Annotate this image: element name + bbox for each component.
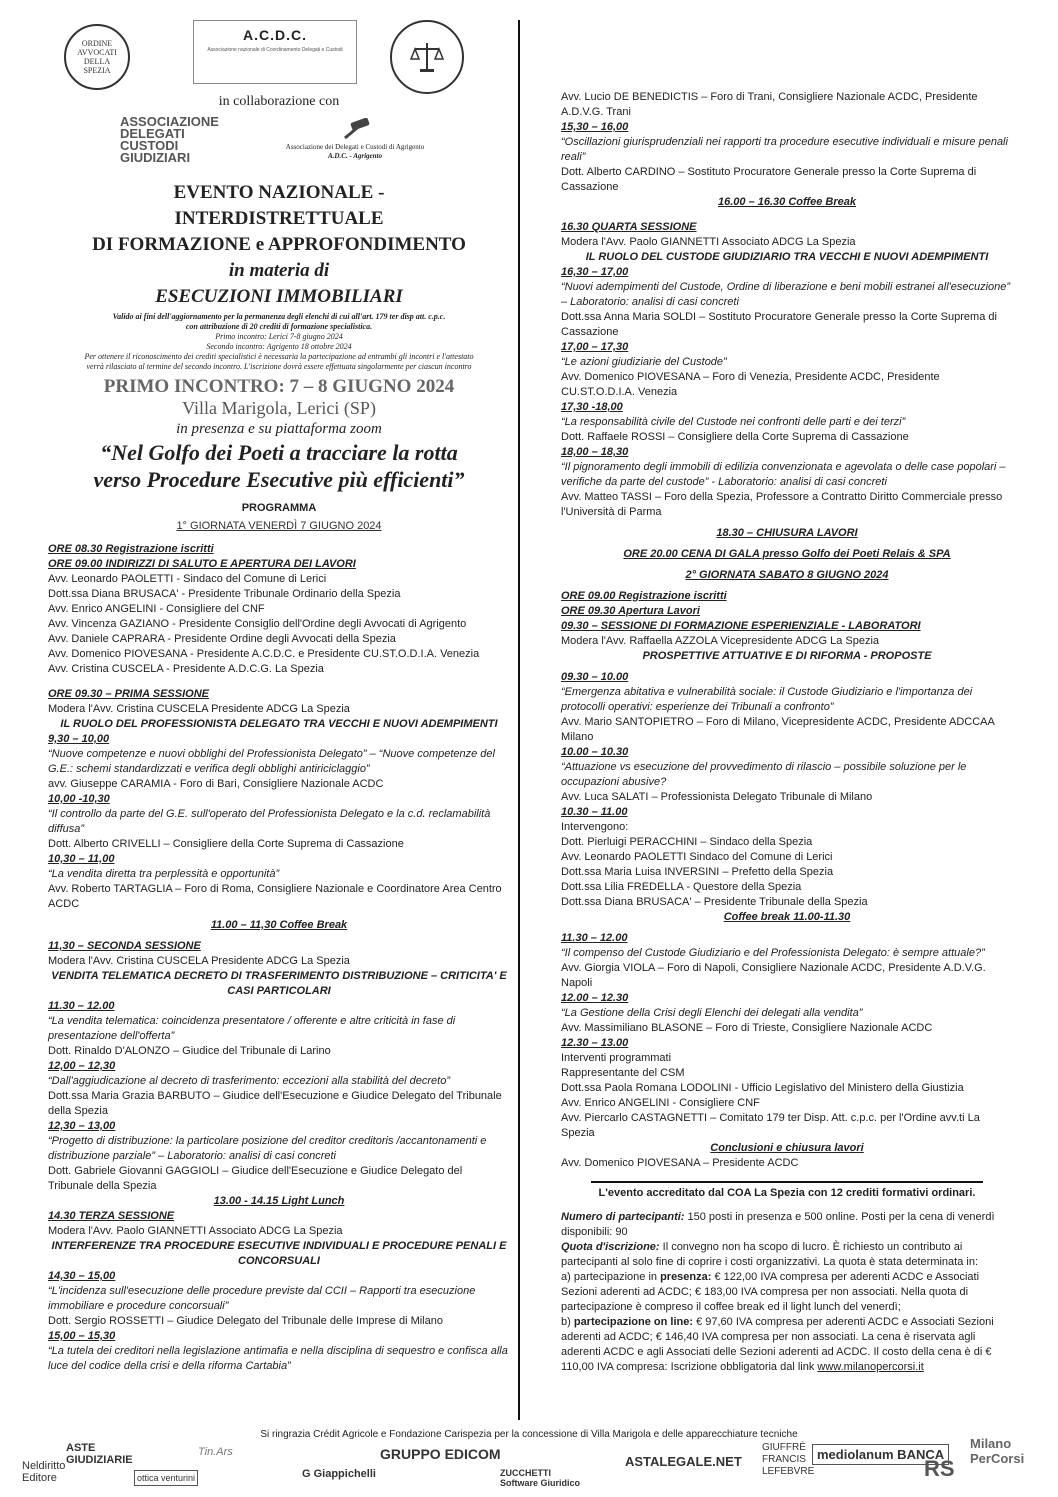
talk-title: “Progetto di distribuzione: la particolare posizione del creditor creditoris /accantonamenti e distribuzione parziale” – Laboratorio: analisi di casi concreti [48,1135,487,1162]
speaker: Avv. Lucio DE BENEDICTIS – Foro di Trani, Consigliere Nazionale ACDC, Presidente A.D.V.G. Trani [561,91,978,118]
agrigento-seal [390,20,464,94]
day2-heading: 2° GIORNATA SABATO 8 GIUGNO 2024 [685,569,889,581]
talk-title: “Nuove competenze e nuovi obblighi del Professionista Delegato” – “Nuove competenze del G.E.: schemi standardizzati e verifica degli obblighi antiriciclaggio” [48,748,495,775]
talk-title: “Il controllo da parte del G.E. sull'operato del Professionista Delegato e la c.d. reclamabilità diffusa” [48,808,491,835]
fee-a-prefix: a) partecipazione in [561,1271,661,1283]
time-slot: 12.00 – 12.30 [561,992,629,1004]
first-session-heading: ORE 09.30 – PRIMA SESSIONE [48,688,209,700]
sponsor-logo: G Giappichelli [302,1468,376,1480]
agrigento-assoc-short: A.D.C. - Agrigento [328,152,382,160]
speaker: Avv. Vincenza GAZIANO - Presidente Consiglio dell'Ordine degli Avvocati di Agrigento [48,618,467,630]
ordine-avvocati-seal [64,24,130,90]
talk-title: “Oscillazioni giurisprudenziali nei rapporti tra procedure esecutive individuali e misure penali reali” [561,136,1008,163]
validity-notice [48,312,510,372]
registration: ORE 08.30 Registrazione iscritti [48,543,214,555]
session-title: IL RUOLO DEL CUSTODE GIUDIZIARIO TRA VECCHI E NUOVI ADEMPIMENTI [585,251,989,263]
sponsor-logo: Milano PerCorsi [970,1436,1025,1466]
speaker: Avv. Domenico PIOVESANA – Presidente ACDC [561,1157,799,1169]
fee-b-text: € 97,60 IVA compresa per aderenti ACDC e Associati Sezioni aderenti ad ACDC; € 146,40 IVA compresa per non associati. La cena è riservata agli aderenti ACDC e agli Associati delle Sezioni aderenti ad ACDC. Il costo della cena è di € 110,00 IVA compresa: Iscrizione obbligatoria dal link [561,1316,994,1373]
fee-label: Quota d'iscrizione: [561,1241,660,1253]
first-meeting: Primo incontro: Lerici 7-8 giugno 2024 [215,332,343,341]
talk-title: “L'incidenza sull'esecuzione delle procedure previste dal CCII – Rapporti tra esecuzione immobiliare e procedure concorsuali” [48,1285,476,1312]
fee-info [561,1240,1013,1270]
talk-title: “Il pignoramento degli immobili di edilizia convenzionata e agevolata o delle case popolari – verifiche da parte del custode” - Laboratorio: analisi di casi concreti [561,461,1006,488]
fee-a-label: presenza: [660,1271,712,1283]
speaker: Dott. Gabriele Giovanni GAGGIOLI – Giudice dell'Esecuzione e Giudice Delegato del Tribunale della Spezia [48,1165,463,1192]
speaker: Dott.ssa Lilia FREDELLA - Questore della Spezia [561,881,802,893]
speaker: Dott. Alberto CARDINO – Sostituto Procuratore Generale presso la Corte Suprema di Cassazione [561,166,977,193]
time-slot: 10,30 – 11,00 [48,853,115,865]
time-slot: 09.30 – 10.00 [561,671,629,683]
speaker: Dott. Pierluigi PERACCHINI – Sindaco della Spezia [561,836,813,848]
speaker: Avv. Daniele CAPRARA - Presidente Ordine degli Avvocati della Spezia [48,633,396,645]
primo-incontro: PRIMO INCONTRO: 7 – 8 GIUGNO 2024 [103,376,455,397]
opening-session: ORE 09.00 INDIRIZZI DI SALUTO E APERTURA DEI LAVORI [48,558,356,570]
right-column [561,90,1013,1375]
talk-title: “La Gestione della Crisi degli Elenchi dei delegati alla vendita” [561,1007,863,1019]
seal-text: ORDINE AVVOCATI DELLA SPEZIA [77,39,117,75]
speakers-label: Intervengono: [561,821,629,833]
speaker: Avv. Roberto TARTAGLIA – Foro di Roma, Consigliere Nazionale e Coordinatore Area Centro ACDC [48,883,502,910]
column-divider [518,20,520,1420]
second-meeting: Secondo incontro: Agrigento 18 ottobre 2024 [206,342,352,351]
talk-title: “Nuovi adempimenti del Custode, Ordine di liberazione e beni mobili estranei all'esecuzione” – Laboratorio: analisi di casi concreti [561,281,1011,308]
time-slot: 10.00 – 10.30 [561,746,629,758]
speaker: Avv. Leonardo PAOLETTI - Sindaco del Comune di Lerici [48,573,327,585]
venue: Villa Marigola, Lerici (SP) [182,398,376,418]
sponsor-logo: ZUCCHETTI Software Giuridico [500,1468,581,1488]
speaker: Dott. Sergio ROSSETTI – Giudice Delegato del Tribunale delle Imprese di Milano [48,1315,443,1327]
agrigento-assoc-name: Associazione dei Delegati e Custodi di Agrigento [285,143,425,151]
sponsor-logo: GIUFFRÈ FRANCIS LEFEBVRE [762,1442,815,1477]
coffee-break: 16.00 – 16.30 Coffee Break [718,196,856,208]
third-session-heading: 14.30 TERZA SESSIONE [48,1210,175,1222]
event-title-line1: EVENTO NAZIONALE - [173,182,385,203]
closing: 18.30 – CHIUSURA LAVORI [716,527,858,539]
talk-title: “La vendita telematica: coincidenza presentatore / offerente e altre criticità in fase di presentazione dell'offerta” [48,1015,456,1042]
time-slot: 15,00 – 15,30 [48,1330,116,1342]
acdc-title: A.C.D.C. [243,27,307,43]
day1-heading: 1° GIORNATA VENERDÌ 7 GIUGNO 2024 [176,520,382,532]
speaker: Avv. Leonardo PAOLETTI Sindaco del Comune di Lerici [561,851,833,863]
event-title-line4: in materia di [228,260,330,281]
session-title: INTERFERENZE TRA PROCEDURE ESECUTIVE INDIVIDUALI E PROCEDURE PENALI E CONCORSUALI [51,1240,507,1267]
header-logos [48,20,510,92]
adcg-agrigento-logo [280,118,430,161]
speaker: Avv. Mario SANTOPIETRO – Foro di Milano, Vicepresidente ACDC, Presidente ADCCAA Milano [561,716,995,743]
speaker: Avv. Enrico ANGELINI - Consigliere del CNF [48,603,265,615]
speaker: Avv. Luca SALATI – Professionista Delegato Tribunale di Milano [561,791,873,803]
time-slot: 15,30 – 16,00 [561,121,629,133]
sponsor-logo: RS [924,1456,955,1481]
fee-a-text: € 122,00 IVA compresa per aderenti ACDC e Associati Sezioni aderenti ad ACDC; € 183,00 IVA compresa per non associati. Nella quota di partecipazione è compreso il coffee break ed il light lunch del venerdì; [561,1271,980,1313]
time-slot: 9,30 – 10,00 [48,733,110,745]
time-slot: 12,00 – 12,30 [48,1060,116,1072]
speaker: Avv. Domenico PIOVESANA – Foro di Venezia, Presidente ACDC, Presidente CU.ST.O.D.I.A. Venezia [561,371,940,398]
scales-icon [407,37,447,77]
talk-title: “Il compenso del Custode Giudiziario e del Professionista Delegato: è sempre attuale?” [561,947,985,959]
fee-in-person [561,1270,1013,1315]
speaker: Avv. Giorgia VIOLA – Foro di Napoli, Consigliere Nazionale ACDC, Presidente A.D.V.G. Napoli [561,962,986,989]
second-session-heading: 11,30 – SECONDA SESSIONE [48,940,201,952]
motto-line2: verso Procedure Esecutive più efficienti” [93,467,465,492]
collaboration-text: in collaborazione con [218,94,340,109]
motto-line1: “Nel Golfo dei Poeti a tracciare la rotta [100,440,458,465]
moderator: Modera l'Avv. Cristina CUSCELA Presidente ADCG La Spezia [48,703,350,715]
credits-note1: Per ottenere il riconoscimento dei crediti specialistici è necessaria la partecipazione ad entrambi gli incontri e l'attestato [84,352,474,361]
time-slot: 11.30 – 12.00 [561,932,628,944]
talk-title: “Le azioni giudiziarie del Custode” [561,356,727,368]
time-slot: 11.30 – 12.00 [48,1000,115,1012]
speaker: Avv. Cristina CUSCELA - Presidente A.D.C.G. La Spezia [48,663,324,675]
speaker: Dott. Alberto CRIVELLI – Consigliere della Corte Suprema di Cassazione [48,838,404,850]
speaker: Avv. Enrico ANGELINI - Consigliere CNF [561,1097,760,1109]
talk-title: “La vendita diretta tra perplessità e opportunità” [48,868,280,880]
speaker: Dott. Raffaele ROSSI – Consigliere della Corte Suprema di Cassazione [561,431,909,443]
speaker: Dott.ssa Paola Romana LODOLINI - Ufficio Legislativo del Ministero della Giustizia [561,1082,964,1094]
credits-note2: verrà rilasciato al termine del secondo incontro. L'iscrizione dovrà essere effettuata singolarmente per ciascun incontro [86,362,472,371]
talk-title: “Dall'aggiudicazione al decreto di trasferimento: eccezioni alla stabilità del decreto” [48,1075,450,1087]
fee-b-label: partecipazione on line: [573,1316,694,1328]
time-slot: 10.30 – 11.00 [561,806,628,818]
speaker: Dott.ssa Maria Luisa INVERSINI – Prefetto della Spezia [561,866,834,878]
sponsor-logo: ASTALEGALE.NET [625,1454,742,1469]
speaker: Avv. Domenico PIOVESANA - Presidente A.C.D.C. e Presidente CU.ST.O.D.I.A. Venezia [48,648,480,660]
registration-link[interactable]: www.milanopercorsi.it [817,1361,924,1373]
time-slot: 14,30 – 15,00 [48,1270,116,1282]
sponsor-logo: ottica venturini [134,1470,198,1486]
programma-heading: PROGRAMMA [241,502,317,514]
time-slot: 16,30 – 17,00 [561,266,629,278]
sponsors-thanks: Si ringrazia Crédit Agricole e Fondazione Carispezia per la concessione di Villa Marigola e delle apparecchiature tecniche [260,1429,798,1440]
session-title: PROSPETTIVE ATTUATIVE E DI RIFORMA - PROPOSTE [642,650,932,662]
time-slot: 18,00 – 18,30 [561,446,629,458]
time-slot: 12,30 – 13,00 [48,1120,116,1132]
moderator: Modera l'Avv. Raffaella AZZOLA Vicepresidente ADCG La Spezia [561,635,880,647]
sponsor-logo: Neldiritto Editore [22,1460,66,1484]
registration: ORE 09.00 Registrazione iscritti [561,590,727,602]
event-title-line2: INTERDISTRETTUALE [174,208,384,229]
event-title-line3: DI FORMAZIONE e APPROFONDIMENTO [92,234,466,255]
fee-online [561,1315,1013,1375]
speaker: Dott. Rinaldo D'ALONZO – Giudice del Tribunale di Larino [48,1045,331,1057]
time-slot: 10,00 -10,30 [48,793,110,805]
accreditation: L'evento accreditato dal COA La Spezia con 12 crediti formativi ordinari. [598,1187,976,1199]
participants-text: 150 posti in presenza e 500 online. Posti per la cena di venerdì disponibili: 90 [561,1211,995,1238]
talk-title: “Attuazione vs esecuzione del provvedimento di rilascio – possibile soluzione per le occupazioni abusive? [561,761,967,788]
coffee-break: 11.00 – 11,30 Coffee Break [210,919,348,931]
left-column [48,20,510,1374]
attendance-mode: in presenza e su piattaforma zoom [176,421,382,437]
time-slot: 12.30 – 13.00 [561,1037,629,1049]
sponsor-logo: mediolanum BANCA [812,1444,949,1465]
participants-label: Numero di partecipanti: [561,1211,685,1223]
moderator: Modera l'Avv. Paolo GIANNETTI Associato ADCG La Spezia [561,236,856,248]
adcg-logo-text: ASSOCIAZIONE DELEGATI CUSTODI GIUDIZIARI [120,114,219,165]
speaker: avv. Giuseppe CARAMIA - Foro di Bari, Consigliere Nazionale ACDC [48,778,384,790]
talk-title: “Emergenza abitativa e vulnerabilità sociale: il Custode Giudiziario e l'importanza dei protocolli operativi: esperienze dei Tribunali a confronto” [561,686,973,713]
speaker: Avv. Matteo TASSI – Foro della Spezia, Professore a Contratto Diritto Commerciale presso l'Università di Parma [561,491,1003,518]
light-lunch: 13.00 - 14.15 Light Lunch [213,1195,345,1207]
partner-logos [48,110,510,180]
participants-info [561,1210,1013,1240]
separator [591,1181,983,1183]
sponsor-logo: GRUPPO EDICOM [380,1446,501,1462]
speaker: Avv. Massimiliano BLASONE – Foro di Trieste, Consigliere Nazionale ACDC [561,1022,933,1034]
acdc-logo [193,20,357,84]
event-title-line5: ESECUZIONI IMMOBILIARI [155,286,403,307]
moderator: Modera l'Avv. Paolo GIANNETTI Associato ADCG La Spezia [48,1225,343,1237]
sponsor-logo: Tin.Ars [198,1446,233,1458]
conclusions-heading: Conclusioni e chiusura lavori [710,1142,864,1154]
fee-text: Il convegno non ha scopo di lucro. È richiesto un contributo ai partecipanti al solo fine di coprire i costi organizzativi. La quota è stata determinata in: [561,1241,979,1268]
time-slot: 17,30 -18,00 [561,401,623,413]
sponsor-logos [0,1436,1058,1497]
validity-line1: Valido ai fini dell'aggiornamento per la permanenza degli elenchi di cui all'art. 179 ter disp att. c.p.c. [112,312,446,321]
talk-title: “La responsabilità civile del Custode nei confronti delle parti e dei terzi” [561,416,906,428]
session-title: IL RUOLO DEL PROFESSIONISTA DELEGATO TRA VECCHI E NUOVI ADEMPIMENTI [60,718,498,730]
fourth-session-heading: 16.30 QUARTA SESSIONE [561,221,697,233]
fee-b-prefix: b) [561,1316,574,1328]
gala-dinner: ORE 20.00 CENA DI GALA presso Golfo dei Poeti Relais & SPA [623,548,951,560]
speaker: Dott.ssa Diana BRUSACA' - Presidente Tribunale Ordinario della Spezia [48,588,401,600]
speaker: Dott.ssa Diana BRUSACA' – Presidente Tribunale della Spezia [561,896,868,908]
gavel-icon [335,118,375,140]
coffee-break: Coffee break 11.00-11.30 [723,911,851,923]
speaker: Dott.ssa Anna Maria SOLDI – Sostituto Procuratore Generale presso la Corte Suprema di Cassazione [561,311,997,338]
speaker: Avv. Piercarlo CASTAGNETTI – Comitato 179 ter Disp. Att. c.p.c. per l'Ordine avv.ti La Spezia [561,1112,980,1139]
adcg-logo [120,114,219,165]
talk-title: “La tutela dei creditori nella legislazione antimafia e nella disciplina di sequestro e confisca alla luce del codice della crisi e della riforma Cartabia” [48,1345,508,1372]
workshop-session-heading: 09.30 – SESSIONE DI FORMAZIONE ESPERIENZIALE - LABORATORI [561,620,921,632]
time-slot: 17,00 – 17,30 [561,341,629,353]
acdc-subtitle: Associazione nazionale di Coordinamento Delegati e Custodi [207,47,343,53]
speaker: Dott.ssa Maria Grazia BARBUTO – Giudice dell'Esecuzione e Giudice Delegato del Tribunale della Spezia [48,1090,502,1117]
speaker: Rappresentante del CSM [561,1067,685,1079]
speakers-label: Interventi programmati [561,1052,672,1064]
validity-line2: con attribuzione di 20 crediti di formazione specialistica. [185,322,373,331]
session-title: VENDITA TELEMATICA DECRETO DI TRASFERIMENTO DISTRIBUZIONE – CRITICITA' E CASI PARTICOLARI [51,970,507,997]
sponsor-logo: ASTE GIUDIZIARIE [66,1442,133,1466]
opening: ORE 09.30 Apertura Lavori [561,605,700,617]
moderator: Modera l'Avv. Cristina CUSCELA Presidente ADCG La Spezia [48,955,350,967]
